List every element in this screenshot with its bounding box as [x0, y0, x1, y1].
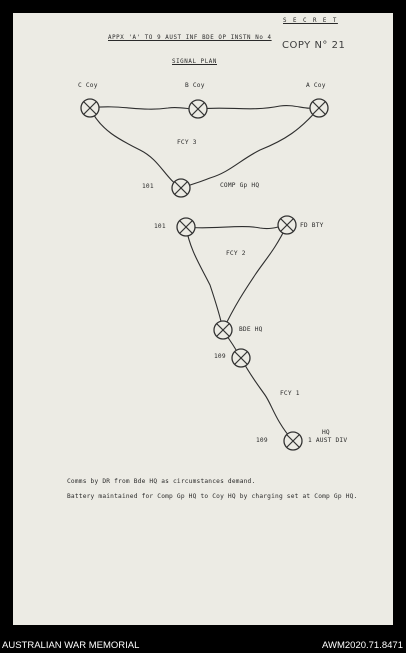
label-fcy2: FCY 2: [226, 250, 246, 257]
label-fcy3: FCY 3: [177, 139, 197, 146]
label-101-mid: 101: [154, 223, 166, 230]
wire-b-coy-a-coy: [198, 106, 319, 109]
note-line-1: Comms by DR from Bde HQ as circumstances demand.: [67, 478, 256, 485]
footer-accession-number: AWM2020.71.8471: [322, 640, 403, 651]
classification-stamp: S E C R E T: [283, 18, 338, 24]
wire-fd-bty-bde: [223, 225, 287, 330]
wire-109-div: [241, 358, 293, 441]
node-aust-div-icon: [284, 432, 302, 450]
node-a-coy-icon: [310, 99, 328, 117]
label-b-coy: B Coy: [185, 82, 205, 89]
node-bde-hq-icon: [214, 321, 232, 339]
wire-c-coy-b-coy: [90, 107, 198, 109]
node-c-coy-icon: [81, 99, 99, 117]
document-heading: APPX 'A' TO 9 AUST INF BDE OP INSTN No 4: [108, 35, 272, 41]
label-hq: HQ: [322, 429, 330, 436]
label-bde-hq: BDE HQ: [239, 326, 263, 333]
document-subheading: SIGNAL PLAN: [172, 59, 217, 65]
node-b-coy-icon: [189, 100, 207, 118]
note-line-2: Battery maintained for Comp Gp HQ to Coy HQ by charging set at Comp Gp HQ.: [67, 493, 358, 500]
label-109-bot: 109: [256, 437, 268, 444]
wire-c-coy-comp: [90, 108, 181, 188]
node-fd-bty-icon: [278, 216, 296, 234]
label-comp-gp-hq: COMP Gp HQ: [220, 182, 260, 189]
label-109-mid: 109: [214, 353, 226, 360]
node-101-icon: [177, 218, 195, 236]
node-comp-gp-hq-icon: [172, 179, 190, 197]
wire-101-fd-bty: [186, 225, 287, 229]
label-a-coy: A Coy: [306, 82, 326, 89]
wire-a-coy-comp: [181, 108, 319, 188]
node-109-icon: [232, 349, 250, 367]
footer-archive-name: AUSTRALIAN WAR MEMORIAL: [2, 640, 140, 651]
label-aust-div: 1 AUST DIV: [308, 437, 348, 444]
label-101-top: 101: [142, 183, 154, 190]
wire-101-bde: [186, 227, 223, 330]
label-fcy1: FCY 1: [280, 390, 300, 397]
label-c-coy: C Coy: [78, 82, 98, 89]
label-fd-bty: FD BTY: [300, 222, 324, 229]
copy-number: COPY N° 21: [282, 40, 346, 51]
